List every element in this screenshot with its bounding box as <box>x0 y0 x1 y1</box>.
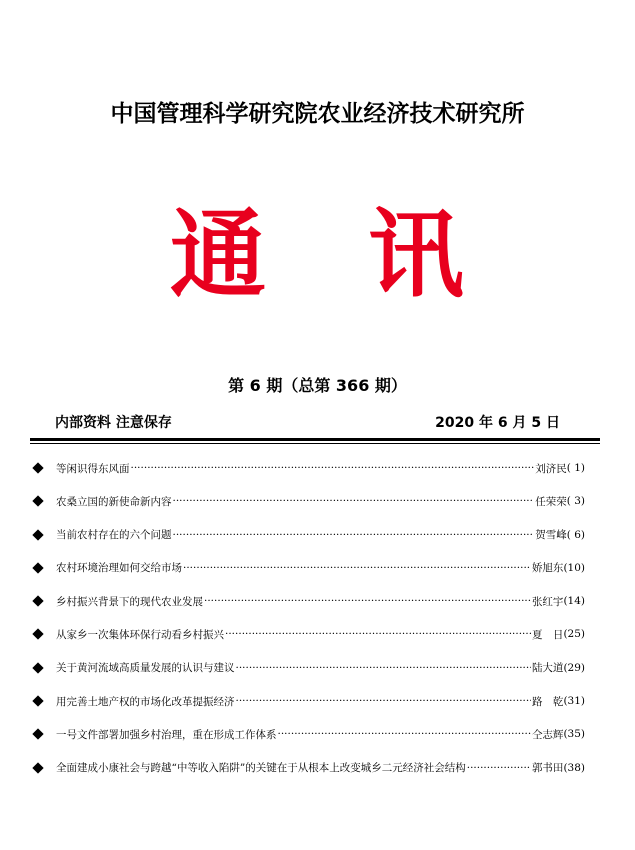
divider-thin <box>30 443 600 444</box>
dot-leader <box>467 762 531 774</box>
toc-page: (10) <box>563 561 585 574</box>
toc-title: 从家乡一次集体环保行动看乡村振兴 <box>56 628 224 641</box>
diamond-bullet-icon <box>32 662 43 673</box>
diamond-bullet-icon <box>32 695 43 706</box>
toc-author: 陆大道 <box>531 662 564 675</box>
toc-author: 郭书田 <box>531 762 564 775</box>
toc-item[interactable] <box>30 590 585 612</box>
dot-leader <box>204 595 531 607</box>
dot-leader <box>278 728 531 740</box>
toc-author: 夏 日 <box>531 628 564 641</box>
issue-number: 第 6 期（总第 366 期） <box>228 376 407 395</box>
organization-title: 中国管理科学研究院农业经济技术研究所 <box>110 101 525 127</box>
toc-item[interactable] <box>30 723 585 745</box>
internal-notice: 内部资料 注意保存 <box>55 415 172 431</box>
divider-thick <box>30 438 600 441</box>
masthead <box>0 200 635 310</box>
diamond-bullet-icon <box>32 596 43 607</box>
toc-title: 农村环境治理如何交给市场 <box>56 562 182 575</box>
dot-leader <box>131 462 535 474</box>
toc-author: 贺雪峰 <box>535 529 567 542</box>
toc-page: (38) <box>563 761 585 774</box>
toc-page: (31) <box>563 695 585 708</box>
dot-leader <box>173 495 535 507</box>
diamond-bullet-icon <box>32 462 43 473</box>
toc-author: 娇旭东 <box>531 562 564 575</box>
masthead-char-xun: 讯 <box>368 198 464 311</box>
diamond-bullet-icon <box>32 729 43 740</box>
toc-title: 农桑立国的新使命新内容 <box>56 495 172 508</box>
toc-title: 关于黄河流域高质量发展的认识与建议 <box>56 662 235 675</box>
dot-leader <box>236 695 531 707</box>
toc-item[interactable] <box>30 457 585 479</box>
meta-row <box>55 412 560 432</box>
dot-leader <box>236 662 531 674</box>
publish-date: 2020 年 6 月 5 日 <box>435 415 560 431</box>
toc-page: ( 1) <box>566 462 585 474</box>
toc-item[interactable] <box>30 657 585 679</box>
toc-author: 仝志辉 <box>531 728 564 741</box>
diamond-bullet-icon <box>32 529 43 540</box>
toc-author: 任荣荣 <box>535 495 567 508</box>
toc-author: 刘济民 <box>535 462 567 475</box>
toc-title: 当前农村存在的六个问题 <box>56 529 172 542</box>
toc-item[interactable] <box>30 690 585 712</box>
toc-item[interactable] <box>30 524 585 546</box>
diamond-bullet-icon <box>32 629 43 640</box>
toc-page: (35) <box>563 728 585 741</box>
toc-item[interactable] <box>30 557 585 579</box>
diamond-bullet-icon <box>32 762 43 773</box>
toc-author: 张红宇 <box>531 595 564 608</box>
diamond-bullet-icon <box>32 496 43 507</box>
dot-leader <box>173 529 535 541</box>
table-of-contents <box>30 457 585 790</box>
dot-leader <box>225 628 531 640</box>
toc-item[interactable] <box>30 490 585 512</box>
toc-page: (29) <box>563 661 585 674</box>
masthead-char-tong: 通 <box>170 198 266 311</box>
toc-author: 路 乾 <box>531 695 564 708</box>
toc-item[interactable] <box>30 757 585 779</box>
toc-title: 全面建成小康社会与跨越“中等收入陷阱”的关键在于从根本上改变城乡二元经济社会结构 <box>56 762 466 775</box>
toc-title: 乡村振兴背景下的现代农业发展 <box>56 595 203 608</box>
toc-page: (25) <box>563 628 585 641</box>
toc-item[interactable] <box>30 623 585 645</box>
toc-title: 用完善土地产权的市场化改革提振经济 <box>56 695 235 708</box>
toc-page: ( 3) <box>566 495 585 508</box>
diamond-bullet-icon <box>32 562 43 573</box>
toc-title: 一号文件部署加强乡村治理，重在形成工作体系 <box>56 728 277 741</box>
dot-leader <box>183 562 531 574</box>
toc-page: (14) <box>563 595 585 608</box>
toc-page: ( 6) <box>566 528 585 541</box>
toc-title: 等闲识得东风面 <box>56 462 130 475</box>
